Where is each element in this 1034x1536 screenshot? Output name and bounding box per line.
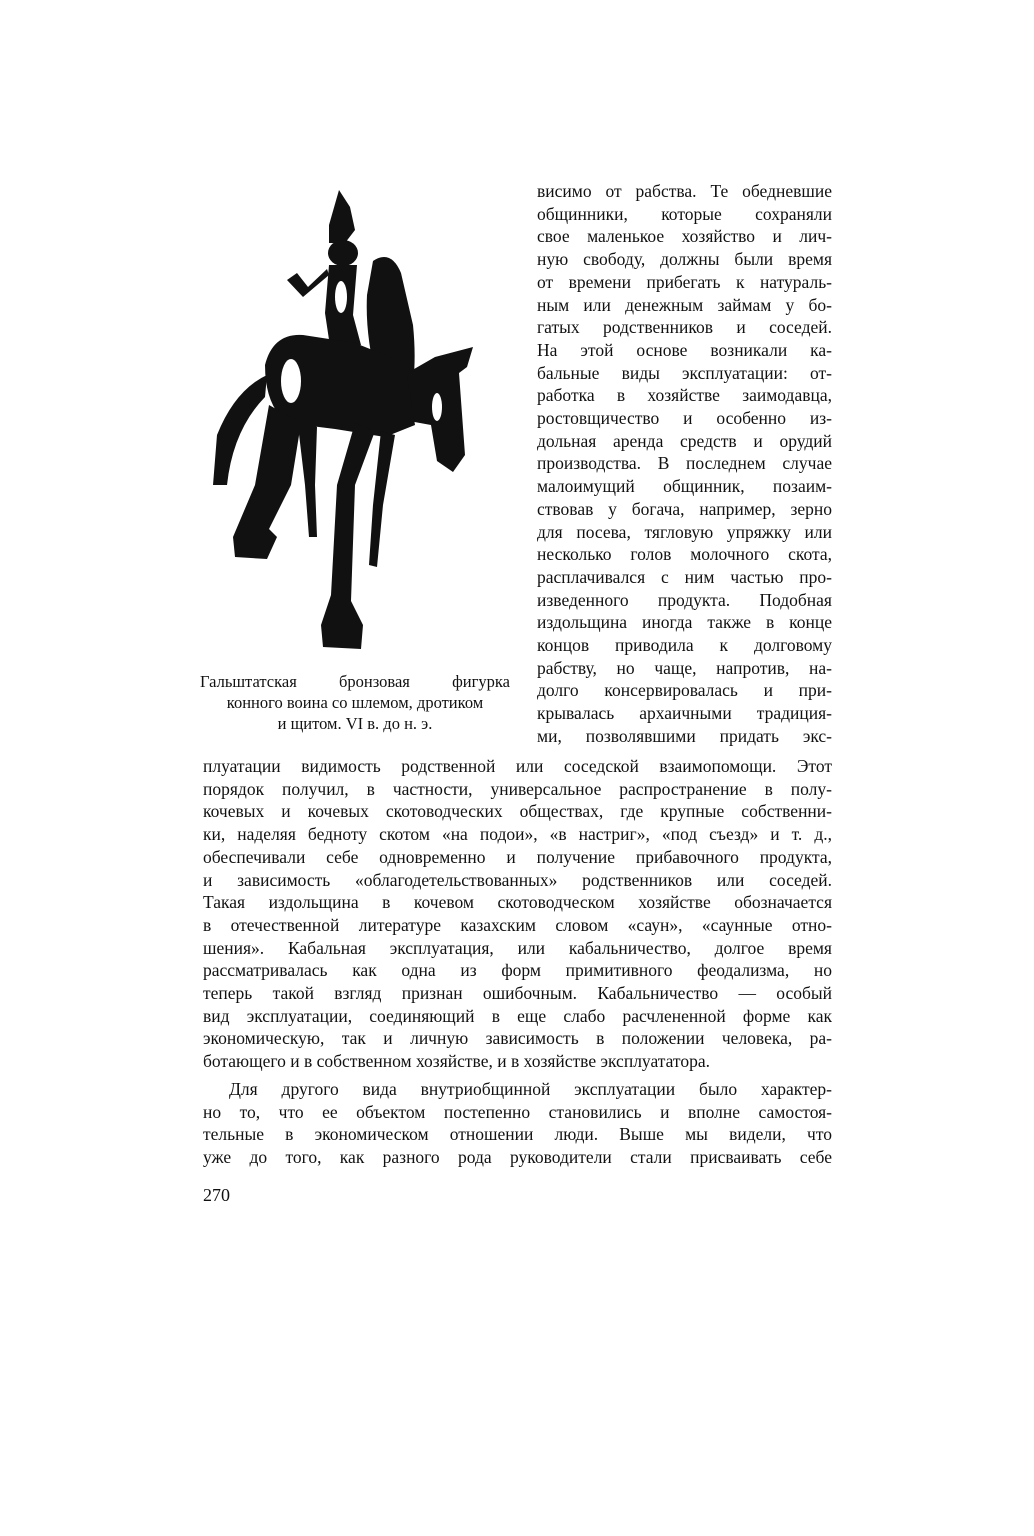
caption-line: конного воина со шлемом, дротиком [226,693,484,712]
text-line: расплачивался с ним частью про- [537,566,832,587]
text-line: Такая издольщина в кочевом скотоводческом хозяйстве обозначается [203,892,832,913]
text-line: гатых родственников и соседей. [537,317,832,338]
text-line: малоимущий общинник, позаим- [537,476,832,497]
text-line: ми, позволявшими придать экс- [537,725,832,746]
text-line: рабству, но чаще, напротив, на- [537,657,832,678]
text-line: но то, что ее объектом постепенно становились и вполне самостоя- [203,1101,832,1122]
text-line: рассматривалась как одна из форм примитивного феодализма, но [203,960,832,981]
text-line: концов приводила к долговому [537,635,832,656]
right-column-text [537,180,832,748]
text-line: крывалась архаичными традиция- [537,703,832,724]
figure-caption [200,671,510,734]
helmet-shape [329,190,355,243]
text-line: плуатации видимость родственной или соседской взаимопомощи. Этот [203,756,832,776]
horse-back-leg-2 [297,417,317,537]
text-line: от времени прибегать к натураль- [537,271,832,292]
text-line: изведенного продукта. Подобная [537,589,832,610]
text-line: обеспечивали себе одновременно и получение прибавочного продукта, [203,846,832,867]
rider-arm [287,269,329,297]
text-line: и зависимость «облагодетельствованных» родственников или соседей. [203,869,832,890]
text-line: уже до того, как разного рода руководители стали присваивать себе [203,1147,832,1168]
horse-front-leg [321,423,375,649]
text-line: теперь такой взгляд признан ошибочным. Кабальничество — особый [203,983,832,1004]
text-line: ствовав у богача, например, зерно [537,498,832,519]
text-line: вид эксплуатации, соединяющий в еще слабо расчлененной форме как [203,1005,832,1026]
text-line: ную свободу, должны были время [537,249,832,270]
caption-line: и щитом. VI в. до н. э. [277,714,433,733]
text-line: экономическую, так и личную зависимость в положении человека, ра- [203,1028,832,1049]
horse-front-leg-2 [369,431,395,567]
text-line: На этой основе возникали ка- [537,339,832,360]
text-line: дольная аренда средств и орудий [537,430,832,451]
text-line: висимо от рабства. Те обедневшие [537,181,832,201]
text-line: свое маленькое хозяйство и лич- [537,226,832,247]
text-line: шения». Кабальная эксплуатация, или кабальничество, долгое время [203,937,832,958]
text-line: порядок получил, в частности, универсальное распространение в полу- [203,778,832,799]
text-line: издольщина иногда также в конце [537,612,832,633]
text-line: для посева, тягловую упряжку или [537,521,832,542]
text-line: долго консервировалась и при- [537,680,832,701]
figure-image [205,185,505,665]
caption-line: Гальштатская бронзовая фигурка [200,672,510,691]
text-line: ным или денежным займам у бо- [537,294,832,315]
text-line: общинники, которые сохраняли [537,203,832,224]
text-line: кочевых и кочевых скотоводческих обществах, где крупные собственни- [203,801,832,822]
page-number: 270 [203,1185,230,1205]
text-line: Для другого вида внутриобщинной эксплуатации было характер- [229,1079,832,1099]
text-line: ростовщичество и особенно из- [537,408,832,429]
horse-back-leg [233,405,301,559]
text-line: в отечественной литературе казахским словом «саун», «саунные отно- [203,914,832,935]
text-line: бальные виды эксплуатации: от- [537,362,832,383]
text-line: производства. В последнем случае [537,453,832,474]
text-line: ки, наделяя бедноту скотом «на подои», «в настриг», «под съезд» и т. д., [203,824,832,845]
body-paragraph-continued [203,755,832,1073]
text-line: тельные в экономическом отношении люди. Выше мы видели, что [203,1124,832,1145]
rider-head [328,240,358,266]
text-line: работка в хозяйстве заимодавца, [537,385,832,406]
body-paragraph-2 [203,1078,832,1169]
text-line: ботающего и в собственном хозяйстве, и в хозяйстве эксплуататора. [203,1051,710,1072]
text-line: несколько голов молочного скота, [537,544,832,565]
